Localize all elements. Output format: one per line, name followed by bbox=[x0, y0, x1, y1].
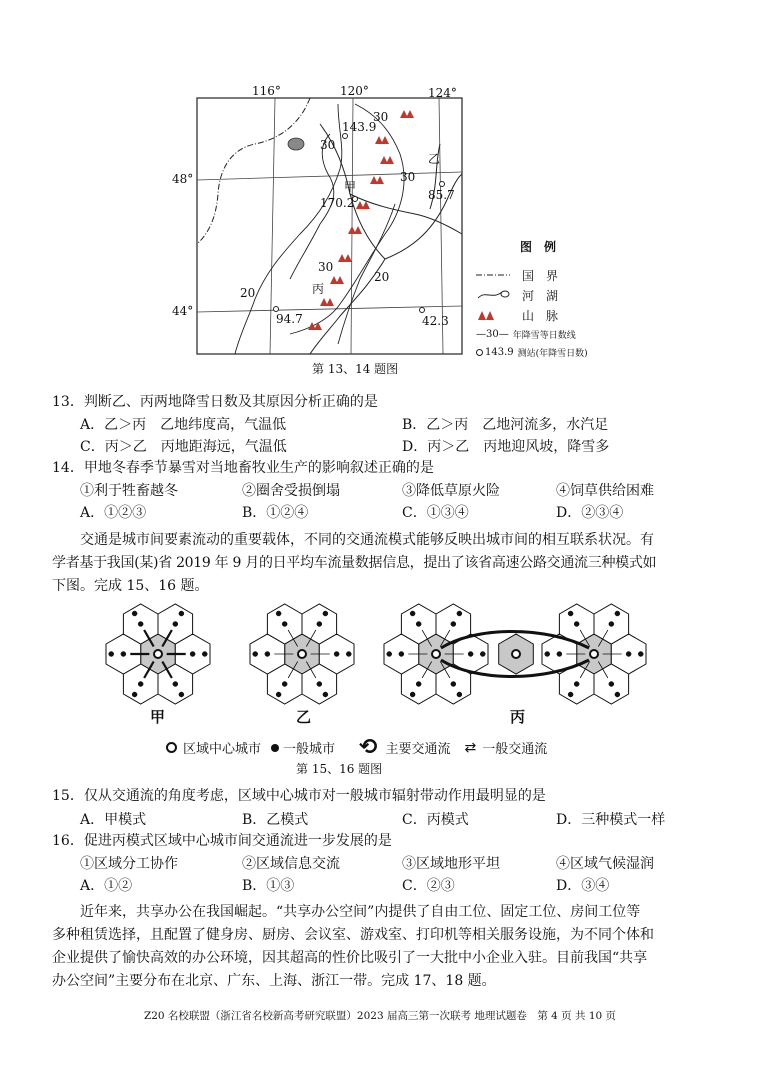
border-line-icon bbox=[476, 270, 512, 280]
intro3-line1: 近年来，共享办公在我国崛起。“共享办公空间”内提供了自由工位、固定工位、房间工位等 bbox=[80, 904, 641, 920]
general-city bbox=[480, 652, 485, 657]
lon-line-116 bbox=[270, 98, 275, 354]
general-city bbox=[568, 611, 573, 616]
isoline-icon: —30— bbox=[476, 328, 509, 340]
center-city bbox=[154, 650, 162, 658]
station-85 bbox=[440, 182, 445, 187]
general-city bbox=[457, 692, 462, 697]
q16-item-1: ①区域分工协作 bbox=[80, 856, 178, 872]
station-value-4: 94.7 bbox=[276, 312, 303, 326]
lat-label-44: 44° bbox=[172, 304, 194, 318]
station-value-3: 85.7 bbox=[428, 188, 455, 202]
river-lake-icon bbox=[476, 288, 512, 302]
general-flow-icon: ⇄ bbox=[464, 739, 477, 756]
general-city bbox=[615, 611, 620, 616]
intro2-line1: 交通是城市间要素流动的重要载体，不同的交通流模式能够反映出城市间的相互联系状况。有 bbox=[80, 532, 654, 548]
general-city bbox=[399, 652, 404, 657]
legend-general-city: 一般城市 bbox=[283, 742, 336, 757]
station-94 bbox=[274, 307, 279, 312]
general-city bbox=[609, 682, 614, 687]
center-city-icon bbox=[166, 742, 177, 753]
isoline-label-2: 30 bbox=[320, 138, 336, 152]
intro3-line2: 多种租赁选择，且配置了健身房、厨房、会议室、游戏室、打印机等相关服务设施，为不同个体和 bbox=[52, 927, 654, 943]
mode-label-bing: 丙 bbox=[510, 708, 526, 726]
main-flow-icon: ⟲ bbox=[359, 734, 378, 760]
q16-item-2: ②区域信息交流 bbox=[242, 856, 340, 872]
national-border bbox=[197, 98, 310, 244]
map-legend bbox=[476, 238, 600, 361]
place-yi: 乙 bbox=[428, 152, 441, 166]
intro2-line2: 学者基于我国(某)省 2019 年 9 月的日平均车流量数据信息，提出了该省高速公路交通流三种模式如 bbox=[52, 555, 657, 571]
lake bbox=[288, 138, 304, 150]
general-city bbox=[626, 652, 631, 657]
general-city bbox=[638, 652, 643, 657]
lon-label-120: 120° bbox=[340, 84, 369, 98]
general-city bbox=[468, 652, 473, 657]
q16-option-b[interactable]: B．①③ bbox=[242, 878, 295, 894]
general-city bbox=[387, 652, 392, 657]
general-city bbox=[282, 622, 287, 627]
general-city bbox=[173, 622, 178, 627]
q16-option-a[interactable]: A．①② bbox=[80, 878, 133, 894]
general-city-icon bbox=[271, 744, 279, 752]
q16-stem: 16．促进丙模式区域中心城市间交通流进一步发展的是 bbox=[52, 833, 392, 849]
general-city bbox=[451, 682, 456, 687]
general-city bbox=[179, 692, 184, 697]
general-city bbox=[132, 692, 137, 697]
traffic-legend bbox=[166, 734, 548, 760]
general-city bbox=[557, 652, 562, 657]
center-city bbox=[298, 650, 306, 658]
station-value-2: 170.2 bbox=[320, 196, 355, 210]
isoline-label-4: 30 bbox=[318, 260, 334, 274]
q14-item-1: ①利于牲畜越冬 bbox=[80, 483, 178, 499]
general-city bbox=[138, 682, 143, 687]
isoline-30-east bbox=[290, 104, 404, 334]
general-city bbox=[323, 611, 328, 616]
legend-title: 图 例 bbox=[519, 240, 556, 254]
general-city bbox=[317, 622, 322, 627]
general-city bbox=[109, 652, 114, 657]
lat-label-48: 48° bbox=[172, 172, 194, 186]
q14-option-b[interactable]: B．①②④ bbox=[242, 505, 309, 521]
general-city bbox=[615, 692, 620, 697]
general-city bbox=[121, 652, 126, 657]
q14-item-4: ④饲草供给困难 bbox=[556, 483, 654, 499]
q13-option-d[interactable]: D．丙＞乙 丙地迎风坡，降雪多 bbox=[402, 439, 610, 455]
general-city bbox=[190, 652, 195, 657]
station-42 bbox=[420, 308, 425, 313]
general-city bbox=[173, 682, 178, 687]
general-city bbox=[317, 682, 322, 687]
station-143 bbox=[343, 134, 348, 139]
intro3-line3: 企业提供了愉快高效的办公环境，因其超高的性价比吸引了一大批中小企业入驻。目前我国“共享 bbox=[52, 950, 648, 966]
general-city bbox=[609, 622, 614, 627]
legend-general-flow: 一般交通流 bbox=[482, 742, 548, 757]
general-city bbox=[334, 652, 339, 657]
general-city bbox=[416, 682, 421, 687]
map-figure bbox=[160, 84, 600, 384]
general-city bbox=[282, 682, 287, 687]
q14-option-c[interactable]: C．①③④ bbox=[402, 505, 469, 521]
station-value-5: 42.3 bbox=[422, 314, 449, 328]
intro2-line3: 下图。完成 15、16 题。 bbox=[52, 578, 209, 594]
q16-option-c[interactable]: C．②③ bbox=[402, 878, 455, 894]
general-city bbox=[202, 652, 207, 657]
q16-option-d[interactable]: D．③④ bbox=[556, 878, 610, 894]
legend-row-border: 国 界 bbox=[476, 265, 600, 285]
q16-item-3: ③区域地形平坦 bbox=[402, 856, 500, 872]
mode-label-jia: 甲 bbox=[150, 708, 166, 726]
general-city bbox=[410, 692, 415, 697]
legend-row-river: 河 湖 bbox=[476, 285, 600, 305]
q14-stem: 14．甲地冬春季节暴雪对当地畜牧业生产的影响叙述正确的是 bbox=[52, 460, 434, 476]
place-bing: 丙 bbox=[312, 282, 325, 296]
q16-item-4: ④区域气候湿润 bbox=[556, 856, 654, 872]
station-value-1: 143.9 bbox=[342, 120, 377, 134]
general-city bbox=[323, 692, 328, 697]
general-city bbox=[276, 611, 281, 616]
q13-option-b[interactable]: B．乙＞丙 乙地河流多，水汽足 bbox=[402, 417, 609, 433]
general-city bbox=[346, 652, 351, 657]
general-city bbox=[457, 611, 462, 616]
mode-label-yi: 乙 bbox=[296, 708, 312, 726]
intro3-line4: 办公空间”主要分布在北京、广东、上海、浙江一带。完成 17、18 题。 bbox=[52, 973, 496, 989]
q15-option-a[interactable]: A．甲模式 bbox=[80, 812, 147, 828]
center-city bbox=[590, 650, 598, 658]
general-city bbox=[574, 682, 579, 687]
q14-item-2: ②圈舍受损倒塌 bbox=[242, 483, 340, 499]
legend-center-city: 区域中心城市 bbox=[183, 742, 262, 757]
general-city bbox=[179, 611, 184, 616]
legend-row-station: 143.9 测站(年降雪日数) bbox=[476, 343, 600, 361]
general-city bbox=[410, 611, 415, 616]
isoline-label-6: 20 bbox=[374, 270, 390, 284]
legend-main-flow: 主要交通流 bbox=[385, 742, 451, 757]
q13-stem: 13．判断乙、丙两地降雪日数及其原因分析正确的是 bbox=[52, 394, 378, 410]
isoline-label-1: 30 bbox=[373, 110, 389, 124]
traffic-figure bbox=[96, 596, 666, 764]
q15-option-d[interactable]: D．三种模式一样 bbox=[556, 812, 666, 828]
general-city bbox=[451, 622, 456, 627]
q13-option-c[interactable]: C．丙＞乙 丙地距海远，气温低 bbox=[80, 439, 287, 455]
isoline-label-3: 30 bbox=[400, 170, 416, 184]
q13-option-a[interactable]: A．乙＞丙 乙地纬度高，气温低 bbox=[80, 417, 287, 433]
lon-label-124: 124° bbox=[428, 86, 457, 100]
general-city bbox=[545, 652, 550, 657]
general-city bbox=[276, 692, 281, 697]
general-city bbox=[574, 622, 579, 627]
map-caption: 第 13、14 题图 bbox=[312, 362, 399, 376]
general-city bbox=[138, 622, 143, 627]
general-city bbox=[265, 652, 270, 657]
legend-row-isoline: —30— 年降雪等日数线 bbox=[476, 328, 576, 341]
place-jia: 甲 bbox=[344, 180, 357, 194]
general-city bbox=[416, 622, 421, 627]
general-city bbox=[568, 692, 573, 697]
q14-option-a[interactable]: A．①②③ bbox=[80, 505, 147, 521]
lon-label-116: 116° bbox=[252, 84, 281, 98]
station-icon bbox=[476, 349, 483, 356]
q14-option-d[interactable]: D．②③④ bbox=[556, 505, 624, 521]
general-city bbox=[132, 611, 137, 616]
isoline-label-5: 20 bbox=[240, 286, 256, 300]
general-city bbox=[253, 652, 258, 657]
legend-row-mountain: 山 脉 bbox=[476, 305, 600, 325]
page-footer: Z20 名校联盟（浙江省名校新高考研究联盟）2023 届高三第一次联考 地理试题卷 第 4 页 共 10 页 bbox=[143, 1010, 617, 1022]
center-city bbox=[512, 650, 520, 658]
mountain-icon bbox=[476, 309, 512, 321]
center-city bbox=[432, 650, 440, 658]
q15-option-b[interactable]: B．乙模式 bbox=[242, 812, 309, 828]
q15-stem: 15．仅从交通流的角度考虑，区域中心城市对一般城市辐射带动作用最明显的是 bbox=[52, 788, 546, 804]
q14-item-3: ③降低草原火险 bbox=[402, 483, 500, 499]
q15-option-c[interactable]: C．丙模式 bbox=[402, 812, 469, 828]
traffic-caption: 第 15、16 题图 bbox=[296, 762, 383, 776]
